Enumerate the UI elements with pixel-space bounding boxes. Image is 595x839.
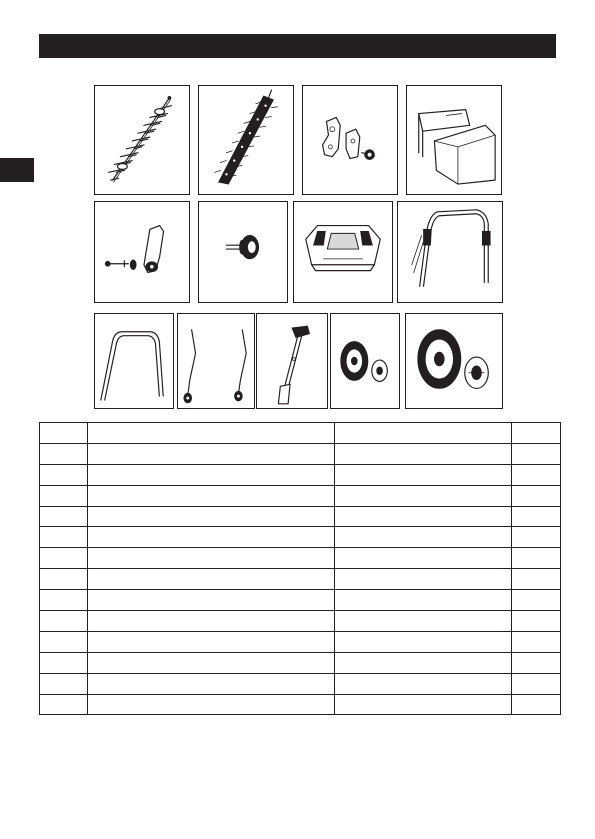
description-cell <box>88 527 335 548</box>
part-lower-handle <box>94 313 174 409</box>
quantity-cell <box>512 443 561 464</box>
grass-collection-bag-icon <box>407 86 501 194</box>
table-row <box>40 569 561 590</box>
section-header-bar <box>39 34 556 58</box>
quantity-cell <box>512 485 561 506</box>
part-code-cell <box>335 423 512 444</box>
height-adjustment-knob-icon <box>199 202 287 302</box>
quantity-cell <box>512 506 561 527</box>
item-number-cell <box>40 694 88 715</box>
table-row <box>40 673 561 694</box>
part-code-cell <box>335 443 512 464</box>
item-number-cell <box>40 631 88 652</box>
item-number-cell <box>40 569 88 590</box>
scarifier-blade-roller-icon <box>95 86 189 194</box>
quantity-cell <box>512 611 561 632</box>
upper-handle-icon <box>398 202 502 302</box>
quantity-cell <box>512 631 561 652</box>
part-code-cell <box>335 694 512 715</box>
table-row <box>40 631 561 652</box>
table-row <box>40 423 561 444</box>
description-cell <box>88 652 335 673</box>
description-cell <box>88 673 335 694</box>
quantity-cell <box>512 548 561 569</box>
description-cell <box>88 548 335 569</box>
quantity-cell <box>512 694 561 715</box>
lower-handle-icon <box>95 314 173 408</box>
item-number-cell <box>40 443 88 464</box>
part-adjustment-knob <box>198 201 288 303</box>
part-bag-frame <box>256 313 328 409</box>
part-grass-bag <box>406 85 502 195</box>
item-number-cell <box>40 527 88 548</box>
description-cell <box>88 423 335 444</box>
description-cell <box>88 694 335 715</box>
item-number-cell <box>40 423 88 444</box>
part-rear-wheel <box>405 313 503 409</box>
part-code-cell <box>335 485 512 506</box>
part-side-bars <box>177 313 255 409</box>
description-cell <box>88 590 335 611</box>
deck-cover-icon <box>294 202 392 302</box>
description-cell <box>88 443 335 464</box>
part-front-wheel <box>330 313 400 409</box>
table-row <box>40 464 561 485</box>
part-code-cell <box>335 631 512 652</box>
rear-wheel-icon <box>406 314 502 408</box>
part-code-cell <box>335 548 512 569</box>
parts-list-table <box>39 422 561 715</box>
part-code-cell <box>335 652 512 673</box>
description-cell <box>88 506 335 527</box>
table-row <box>40 694 561 715</box>
description-cell <box>88 611 335 632</box>
quantity-cell <box>512 527 561 548</box>
table-row <box>40 611 561 632</box>
table-row <box>40 590 561 611</box>
handle-side-bars-icon <box>178 314 254 408</box>
part-upper-handle <box>397 201 503 303</box>
description-cell <box>88 569 335 590</box>
item-number-cell <box>40 673 88 694</box>
description-cell <box>88 631 335 652</box>
item-number-cell <box>40 548 88 569</box>
quantity-cell <box>512 569 561 590</box>
description-cell <box>88 485 335 506</box>
aerator-spring-tine-roller-icon <box>199 86 293 194</box>
item-number-cell <box>40 464 88 485</box>
front-wheel-icon <box>331 314 399 408</box>
quantity-cell <box>512 423 561 444</box>
item-number-cell <box>40 611 88 632</box>
part-code-cell <box>335 464 512 485</box>
grass-bag-frame-icon <box>257 314 327 408</box>
table-row <box>40 652 561 673</box>
table-row <box>40 548 561 569</box>
cable-clip-and-bolt-icon <box>95 202 189 302</box>
part-code-cell <box>335 569 512 590</box>
item-number-cell <box>40 485 88 506</box>
item-number-cell <box>40 652 88 673</box>
part-code-cell <box>335 673 512 694</box>
description-cell <box>88 464 335 485</box>
part-code-cell <box>335 590 512 611</box>
item-number-cell <box>40 590 88 611</box>
part-code-cell <box>335 527 512 548</box>
table-row <box>40 527 561 548</box>
quantity-cell <box>512 590 561 611</box>
part-deck-cover <box>293 201 393 303</box>
quantity-cell <box>512 464 561 485</box>
part-code-cell <box>335 611 512 632</box>
part-bearing-bracket <box>302 85 398 195</box>
part-scarifier-roller <box>94 85 190 195</box>
roller-bearing-bracket-icon <box>303 86 397 194</box>
table-row <box>40 485 561 506</box>
chapter-side-tab <box>0 158 34 182</box>
table-row <box>40 443 561 464</box>
quantity-cell <box>512 673 561 694</box>
item-number-cell <box>40 506 88 527</box>
part-code-cell <box>335 506 512 527</box>
part-cable-clip <box>94 201 190 303</box>
quantity-cell <box>512 652 561 673</box>
table-row <box>40 506 561 527</box>
part-aerator-roller <box>198 85 294 195</box>
